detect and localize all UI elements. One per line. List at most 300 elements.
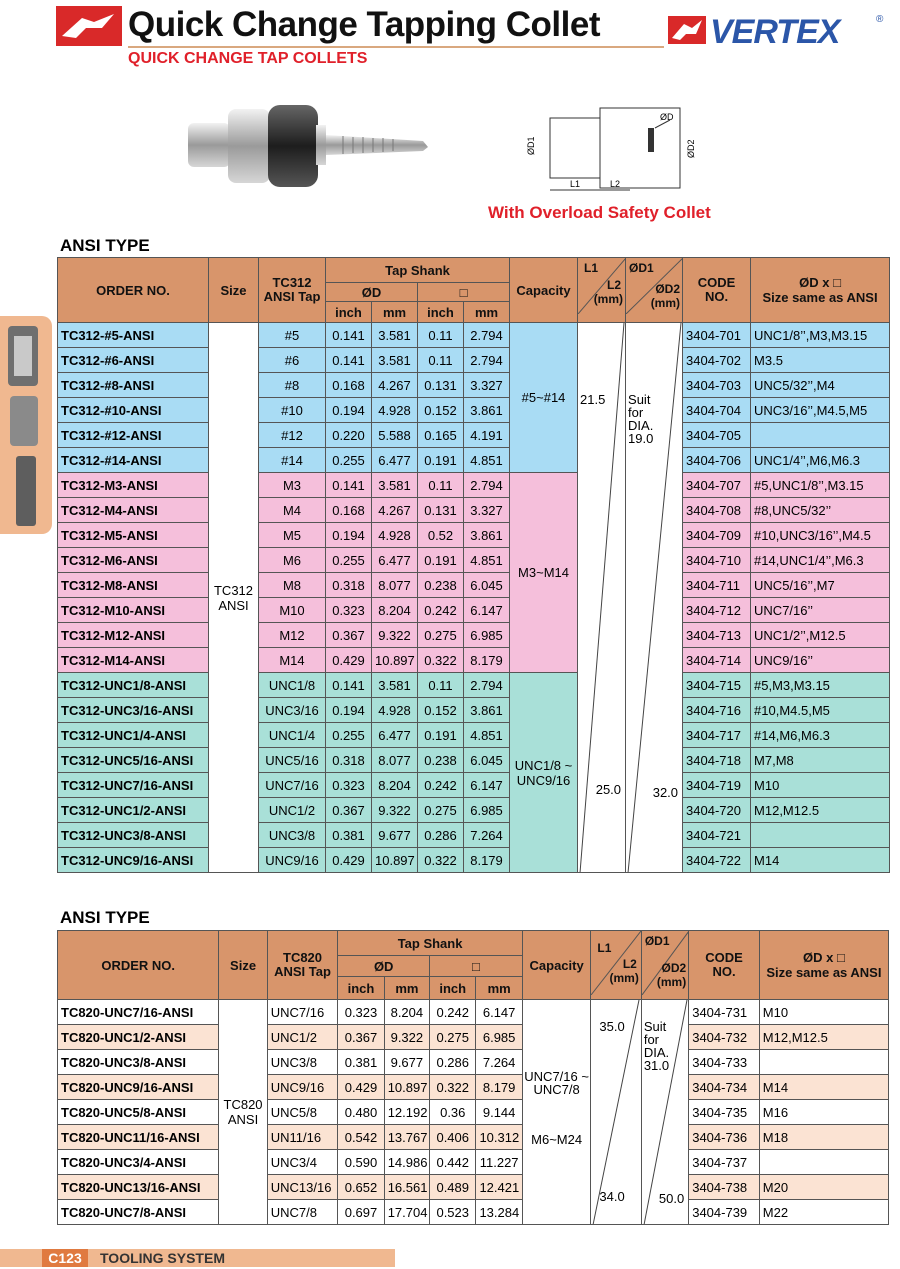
label-d1: ØD1 xyxy=(526,136,536,155)
same-as-cell: M10 xyxy=(759,1000,888,1025)
order-no-cell: TC820-UNC1/2-ANSI xyxy=(58,1025,219,1050)
tap-cell: UNC1/8 xyxy=(259,673,326,698)
sq-mm-cell: 11.227 xyxy=(476,1150,522,1175)
table-row xyxy=(58,1125,889,1150)
page-number: C123 xyxy=(42,1249,88,1267)
page-title: Quick Change Tapping Collet xyxy=(128,5,600,44)
order-no-cell: TC312-M8-ANSI xyxy=(58,573,209,598)
l2-label: L2 xyxy=(607,278,622,292)
od-mm-cell: 17.704 xyxy=(384,1200,429,1225)
order-no-cell: TC820-UNC9/16-ANSI xyxy=(58,1075,219,1100)
order-no-cell: TC312-M4-ANSI xyxy=(58,498,209,523)
code-cell: 3404-709 xyxy=(683,523,751,548)
code-cell: 3404-705 xyxy=(683,423,751,448)
sq-mm-cell: 6.147 xyxy=(476,1000,522,1025)
code-cell: 3404-731 xyxy=(689,1000,760,1025)
order-no-cell: TC312-UNC5/16-ANSI xyxy=(58,748,209,773)
same-as-cell xyxy=(751,823,890,848)
same-as-cell xyxy=(759,1150,888,1175)
sq-inch-cell: 0.442 xyxy=(430,1150,476,1175)
od-inch-cell: 0.367 xyxy=(338,1025,384,1050)
tap-cell: UNC1/2 xyxy=(267,1025,338,1050)
col-same-as xyxy=(759,931,888,1000)
table-row xyxy=(58,1050,889,1075)
same-as-cell: UNC3/16’’,M4.5,M5 xyxy=(751,398,890,423)
size-cell: TC312 ANSI xyxy=(209,323,259,873)
order-no-cell: TC820-UNC3/4-ANSI xyxy=(58,1150,219,1175)
table-row xyxy=(58,1150,889,1175)
l2-value: 25.0 xyxy=(595,782,622,797)
sq-mm-cell: 6.985 xyxy=(464,798,510,823)
order-no-cell: TC312-#10-ANSI xyxy=(58,398,209,423)
sq-inch-cell: 0.275 xyxy=(418,623,464,648)
od-inch-cell: 0.381 xyxy=(326,823,372,848)
sq-inch-cell: 0.131 xyxy=(418,498,464,523)
col-tap: TC820 ANSI Tap xyxy=(267,931,338,1000)
table-row xyxy=(58,723,890,748)
same-as-cell: #10,UNC3/16’’,M4.5 xyxy=(751,523,890,548)
order-no-cell: TC820-UNC11/16-ANSI xyxy=(58,1125,219,1150)
sq-mm-cell: 2.794 xyxy=(464,348,510,373)
sq-mm-cell: 13.284 xyxy=(476,1200,522,1225)
od-mm-cell: 8.077 xyxy=(372,573,418,598)
od-inch-cell: 0.480 xyxy=(338,1100,384,1125)
tap-cell: M14 xyxy=(259,648,326,673)
order-no-cell: TC820-UNC7/8-ANSI xyxy=(58,1200,219,1225)
code-cell: 3404-719 xyxy=(683,773,751,798)
tap-cell: UNC3/4 xyxy=(267,1150,338,1175)
od-mm-cell: 5.588 xyxy=(372,423,418,448)
order-no-cell: TC312-M12-ANSI xyxy=(58,623,209,648)
order-no-cell: TC312-#6-ANSI xyxy=(58,348,209,373)
table-row xyxy=(58,648,890,673)
d-unit: (mm) xyxy=(650,296,681,310)
od-mm-cell: 14.986 xyxy=(384,1150,429,1175)
sq-inch-cell: 0.275 xyxy=(418,798,464,823)
sq-inch-cell: 0.489 xyxy=(430,1175,476,1200)
col-od: ØD xyxy=(338,956,430,977)
od-inch-cell: 0.194 xyxy=(326,398,372,423)
l-values-cell xyxy=(578,323,626,873)
od-mm-cell: 3.581 xyxy=(372,473,418,498)
order-no-cell: TC312-UNC3/16-ANSI xyxy=(58,698,209,723)
d2-label: ØD2 xyxy=(661,961,687,975)
l-unit: (mm) xyxy=(609,971,639,985)
sq-inch-cell: 0.11 xyxy=(418,673,464,698)
same-as-cell: M7,M8 xyxy=(751,748,890,773)
collet-icons-strip xyxy=(0,316,52,534)
od-mm-cell: 16.561 xyxy=(384,1175,429,1200)
tap-cell: UNC7/8 xyxy=(267,1200,338,1225)
sq-mm-cell: 6.045 xyxy=(464,573,510,598)
order-no-cell: TC312-M6-ANSI xyxy=(58,548,209,573)
capacity-cell xyxy=(522,1000,591,1225)
same-label: Size same as ANSI xyxy=(762,290,878,305)
capacity-cell: #5~#14 xyxy=(510,323,578,473)
sq-mm-cell: 2.794 xyxy=(464,473,510,498)
overload-caption: With Overload Safety Collet xyxy=(488,203,711,222)
l-unit: (mm) xyxy=(593,292,624,306)
code-cell: 3404-737 xyxy=(689,1150,760,1175)
od-mm-cell: 4.267 xyxy=(372,373,418,398)
od-inch-cell: 0.323 xyxy=(326,598,372,623)
table-row xyxy=(58,523,890,548)
od-inch-cell: 0.141 xyxy=(326,673,372,698)
od-inch-cell: 0.323 xyxy=(326,773,372,798)
side-tab xyxy=(0,316,52,534)
sq-inch-cell: 0.286 xyxy=(418,823,464,848)
sq-mm-cell: 4.191 xyxy=(464,423,510,448)
tap-cell: M12 xyxy=(259,623,326,648)
same-as-cell: UNC5/16’’,M7 xyxy=(751,573,890,598)
code-cell: 3404-717 xyxy=(683,723,751,748)
capacity-imperial: UNC7/16 ~ UNC7/8 xyxy=(524,1069,589,1097)
same-as-cell: M22 xyxy=(759,1200,888,1225)
sq-inch-cell: 0.242 xyxy=(418,598,464,623)
sq-inch-cell: 0.191 xyxy=(418,448,464,473)
od-inch-cell: 0.141 xyxy=(326,323,372,348)
col-od: ØD xyxy=(326,283,418,302)
od-inch-cell: 0.429 xyxy=(338,1075,384,1100)
order-no-cell: TC312-UNC1/4-ANSI xyxy=(58,723,209,748)
code-cell: 3404-735 xyxy=(689,1100,760,1125)
od-inch-cell: 0.367 xyxy=(326,798,372,823)
tap-cell: #12 xyxy=(259,423,326,448)
same-as-cell: UNC5/32’’,M4 xyxy=(751,373,890,398)
order-no-cell: TC312-UNC1/2-ANSI xyxy=(58,798,209,823)
col-code: CODE NO. xyxy=(689,931,760,1000)
code-cell: 3404-718 xyxy=(683,748,751,773)
same-as-cell: M14 xyxy=(759,1075,888,1100)
code-cell: 3404-720 xyxy=(683,798,751,823)
od-inch-cell: 0.255 xyxy=(326,548,372,573)
d-values-cell xyxy=(626,323,683,873)
odx-label: ØD x □ xyxy=(802,950,845,965)
sq-inch-cell: 0.242 xyxy=(418,773,464,798)
col-l1-l2 xyxy=(591,931,641,1000)
od-mm-cell: 13.767 xyxy=(384,1125,429,1150)
sq-inch-cell: 0.52 xyxy=(418,523,464,548)
same-as-cell xyxy=(759,1050,888,1075)
d1-label: ØD1 xyxy=(644,934,670,948)
col-size: Size xyxy=(219,931,267,1000)
sq-mm-cell: 8.179 xyxy=(476,1075,522,1100)
od-inch-cell: 0.367 xyxy=(326,623,372,648)
same-as-cell: M20 xyxy=(759,1175,888,1200)
order-no-cell: TC312-#12-ANSI xyxy=(58,423,209,448)
od-mm-cell: 6.477 xyxy=(372,723,418,748)
l1-value: 21.5 xyxy=(580,392,606,407)
table-row xyxy=(58,373,890,398)
od-mm-cell: 9.322 xyxy=(372,623,418,648)
order-no-cell: TC312-UNC3/8-ANSI xyxy=(58,823,209,848)
brand-name: VERTEX xyxy=(710,13,840,50)
sq-mm-cell: 12.421 xyxy=(476,1175,522,1200)
tap-cell: UNC1/4 xyxy=(259,723,326,748)
order-no-cell: TC820-UNC3/8-ANSI xyxy=(58,1050,219,1075)
same-as-cell: UNC9/16’’ xyxy=(751,648,890,673)
od-mm-cell: 8.204 xyxy=(384,1000,429,1025)
sq-mm-cell: 4.851 xyxy=(464,448,510,473)
sq-mm-cell: 7.264 xyxy=(476,1050,522,1075)
tap-cell: #5 xyxy=(259,323,326,348)
od-mm-cell: 3.581 xyxy=(372,673,418,698)
order-no-cell: TC820-UNC7/16-ANSI xyxy=(58,1000,219,1025)
table-row xyxy=(58,1100,889,1125)
sq-inch-cell: 0.275 xyxy=(430,1025,476,1050)
table-row xyxy=(58,423,890,448)
tap-cell: UNC5/8 xyxy=(267,1100,338,1125)
sq-mm-cell: 3.861 xyxy=(464,523,510,548)
d1-label: ØD1 xyxy=(629,261,654,275)
tap-cell: M10 xyxy=(259,598,326,623)
code-cell: 3404-710 xyxy=(683,548,751,573)
tap-cell: UNC1/2 xyxy=(259,798,326,823)
sq-inch-cell: 0.152 xyxy=(418,398,464,423)
tap-cell: UNC3/8 xyxy=(267,1050,338,1075)
d2-label: ØD2 xyxy=(655,282,681,296)
od-inch-cell: 0.220 xyxy=(326,423,372,448)
code-cell: 3404-736 xyxy=(689,1125,760,1150)
same-as-cell: UNC1/4’’,M6,M6.3 xyxy=(751,448,890,473)
table-row xyxy=(58,623,890,648)
same-label: Size same as ANSI xyxy=(766,965,882,980)
od-inch-cell: 0.697 xyxy=(338,1200,384,1225)
od-mm-cell: 9.677 xyxy=(384,1050,429,1075)
od-mm-cell: 3.581 xyxy=(372,348,418,373)
l2-value: 34.0 xyxy=(599,1189,625,1204)
capacity-cell: M3~M14 xyxy=(510,473,578,673)
label-l2: L2 xyxy=(610,179,621,189)
od-mm-cell: 4.928 xyxy=(372,398,418,423)
od-inch-cell: 0.194 xyxy=(326,698,372,723)
col-d1-d2 xyxy=(626,258,683,323)
od-mm-cell: 9.322 xyxy=(372,798,418,823)
table-row xyxy=(58,1075,889,1100)
tap-cell: M5 xyxy=(259,523,326,548)
same-as-cell: #5,UNC1/8’’,M3.15 xyxy=(751,473,890,498)
od-inch-cell: 0.255 xyxy=(326,448,372,473)
sq-mm-cell: 2.794 xyxy=(464,323,510,348)
col-tap-shank: Tap Shank xyxy=(326,258,510,283)
sq-mm-cell: 4.851 xyxy=(464,723,510,748)
col-mm: mm xyxy=(464,302,510,323)
code-cell: 3404-713 xyxy=(683,623,751,648)
sq-inch-cell: 0.165 xyxy=(418,423,464,448)
title-underline xyxy=(128,46,664,48)
col-size: Size xyxy=(209,258,259,323)
tap-cell: UNC7/16 xyxy=(267,1000,338,1025)
od-inch-cell: 0.168 xyxy=(326,373,372,398)
col-same-as xyxy=(751,258,890,323)
order-no-cell: TC820-UNC13/16-ANSI xyxy=(58,1175,219,1200)
code-cell: 3404-704 xyxy=(683,398,751,423)
footer-label: TOOLING SYSTEM xyxy=(100,1250,225,1266)
sq-inch-cell: 0.191 xyxy=(418,548,464,573)
table-row xyxy=(58,823,890,848)
col-sq: □ xyxy=(418,283,510,302)
tap-cell: M4 xyxy=(259,498,326,523)
same-as-cell: UNC1/8’’,M3,M3.15 xyxy=(751,323,890,348)
col-inch: inch xyxy=(338,977,384,1000)
size-cell: TC820 ANSI xyxy=(219,1000,267,1225)
sq-inch-cell: 0.286 xyxy=(430,1050,476,1075)
sq-mm-cell: 3.861 xyxy=(464,698,510,723)
table2-title: ANSI TYPE xyxy=(60,908,150,927)
code-cell: 3404-703 xyxy=(683,373,751,398)
order-no-cell: TC312-M5-ANSI xyxy=(58,523,209,548)
label-d2: ØD2 xyxy=(686,139,696,158)
registered-mark: ® xyxy=(876,14,884,25)
od-mm-cell: 4.928 xyxy=(372,523,418,548)
technical-drawing xyxy=(520,100,710,200)
col-d1-d2 xyxy=(641,931,688,1000)
od-inch-cell: 0.652 xyxy=(338,1175,384,1200)
sq-mm-cell: 2.794 xyxy=(464,673,510,698)
tap-cell: #6 xyxy=(259,348,326,373)
same-as-cell: #5,M3,M3.15 xyxy=(751,673,890,698)
sq-inch-cell: 0.36 xyxy=(430,1100,476,1125)
col-mm: mm xyxy=(384,977,429,1000)
sq-inch-cell: 0.322 xyxy=(430,1075,476,1100)
table-row xyxy=(58,398,890,423)
table-row xyxy=(58,698,890,723)
table-row xyxy=(58,548,890,573)
code-cell: 3404-734 xyxy=(689,1075,760,1100)
od-mm-cell: 10.897 xyxy=(372,848,418,873)
code-cell: 3404-739 xyxy=(689,1200,760,1225)
same-as-cell: #14,UNC1/4’’,M6.3 xyxy=(751,548,890,573)
collet-photo xyxy=(178,95,438,195)
sq-mm-cell: 9.144 xyxy=(476,1100,522,1125)
sq-mm-cell: 8.179 xyxy=(464,648,510,673)
d-values-cell xyxy=(641,1000,688,1225)
order-no-cell: TC312-UNC1/8-ANSI xyxy=(58,673,209,698)
sq-inch-cell: 0.11 xyxy=(418,323,464,348)
code-cell: 3404-722 xyxy=(683,848,751,873)
table-row xyxy=(58,573,890,598)
sq-mm-cell: 3.327 xyxy=(464,373,510,398)
sq-mm-cell: 4.851 xyxy=(464,548,510,573)
code-cell: 3404-711 xyxy=(683,573,751,598)
same-as-cell: M12,M12.5 xyxy=(759,1025,888,1050)
tap-cell: UNC3/16 xyxy=(259,698,326,723)
code-cell: 3404-738 xyxy=(689,1175,760,1200)
order-no-cell: TC312-#14-ANSI xyxy=(58,448,209,473)
tap-cell: UNC9/16 xyxy=(259,848,326,873)
tap-cell: UNC5/16 xyxy=(259,748,326,773)
sq-inch-cell: 0.11 xyxy=(418,348,464,373)
same-as-cell: M16 xyxy=(759,1100,888,1125)
col-inch: inch xyxy=(326,302,372,323)
code-cell: 3404-706 xyxy=(683,448,751,473)
code-cell: 3404-716 xyxy=(683,698,751,723)
order-no-cell: TC312-UNC9/16-ANSI xyxy=(58,848,209,873)
same-as-cell: M3.5 xyxy=(751,348,890,373)
code-cell: 3404-714 xyxy=(683,648,751,673)
d2-value: 32.0 xyxy=(652,785,679,800)
same-as-cell: #10,M4.5,M5 xyxy=(751,698,890,723)
col-sq: □ xyxy=(430,956,523,977)
same-as-cell: UNC1/2’’,M12.5 xyxy=(751,623,890,648)
od-inch-cell: 0.429 xyxy=(326,648,372,673)
od-mm-cell: 8.204 xyxy=(372,598,418,623)
col-inch: inch xyxy=(418,302,464,323)
capacity-metric: M6~M24 xyxy=(531,1132,583,1147)
same-as-cell: UNC7/16’’ xyxy=(751,598,890,623)
sq-mm-cell: 10.312 xyxy=(476,1125,522,1150)
sq-inch-cell: 0.242 xyxy=(430,1000,476,1025)
sq-inch-cell: 0.406 xyxy=(430,1125,476,1150)
code-cell: 3404-701 xyxy=(683,323,751,348)
sq-inch-cell: 0.191 xyxy=(418,723,464,748)
table-row xyxy=(58,1025,889,1050)
tap-cell: M8 xyxy=(259,573,326,598)
table-row xyxy=(58,473,890,498)
code-cell: 3404-708 xyxy=(683,498,751,523)
od-inch-cell: 0.318 xyxy=(326,573,372,598)
same-as-cell: #8,UNC5/32’’ xyxy=(751,498,890,523)
col-capacity: Capacity xyxy=(522,931,591,1000)
od-mm-cell: 9.677 xyxy=(372,823,418,848)
table-row xyxy=(58,448,890,473)
same-as-cell: M18 xyxy=(759,1125,888,1150)
d1-value: Suit for DIA. 31.0 xyxy=(643,1019,670,1073)
code-cell: 3404-715 xyxy=(683,673,751,698)
od-mm-cell: 8.204 xyxy=(372,773,418,798)
od-inch-cell: 0.141 xyxy=(326,348,372,373)
col-l1-l2 xyxy=(578,258,626,323)
same-as-cell: M10 xyxy=(751,773,890,798)
tap-cell: UNC9/16 xyxy=(267,1075,338,1100)
sq-inch-cell: 0.238 xyxy=(418,573,464,598)
l1-value: 35.0 xyxy=(599,1019,625,1034)
tap-cell: UNC13/16 xyxy=(267,1175,338,1200)
table-row xyxy=(58,748,890,773)
sq-inch-cell: 0.322 xyxy=(418,848,464,873)
sq-mm-cell: 6.985 xyxy=(464,623,510,648)
od-mm-cell: 6.477 xyxy=(372,548,418,573)
table-row xyxy=(58,598,890,623)
sq-mm-cell: 7.264 xyxy=(464,823,510,848)
table-row xyxy=(58,1175,889,1200)
order-no-cell: TC312-UNC7/16-ANSI xyxy=(58,773,209,798)
tc820-table xyxy=(57,930,889,1225)
sq-mm-cell: 6.985 xyxy=(476,1025,522,1050)
col-order: ORDER NO. xyxy=(58,258,209,323)
sq-inch-cell: 0.322 xyxy=(418,648,464,673)
code-cell: 3404-721 xyxy=(683,823,751,848)
order-no-cell: TC312-M14-ANSI xyxy=(58,648,209,673)
tap-cell: UNC3/8 xyxy=(259,823,326,848)
l2-label: L2 xyxy=(622,957,637,971)
code-cell: 3404-733 xyxy=(689,1050,760,1075)
table-row xyxy=(58,498,890,523)
label-l1: L1 xyxy=(570,179,581,189)
sq-mm-cell: 3.861 xyxy=(464,398,510,423)
tap-cell: #10 xyxy=(259,398,326,423)
order-no-cell: TC312-#8-ANSI xyxy=(58,373,209,398)
od-mm-cell: 9.322 xyxy=(384,1025,429,1050)
sq-mm-cell: 6.147 xyxy=(464,773,510,798)
od-inch-cell: 0.318 xyxy=(326,748,372,773)
col-tap-shank: Tap Shank xyxy=(338,931,523,956)
sq-inch-cell: 0.152 xyxy=(418,698,464,723)
od-mm-cell: 8.077 xyxy=(372,748,418,773)
code-cell: 3404-732 xyxy=(689,1025,760,1050)
sq-mm-cell: 6.045 xyxy=(464,748,510,773)
label-d: ØD xyxy=(660,112,674,122)
